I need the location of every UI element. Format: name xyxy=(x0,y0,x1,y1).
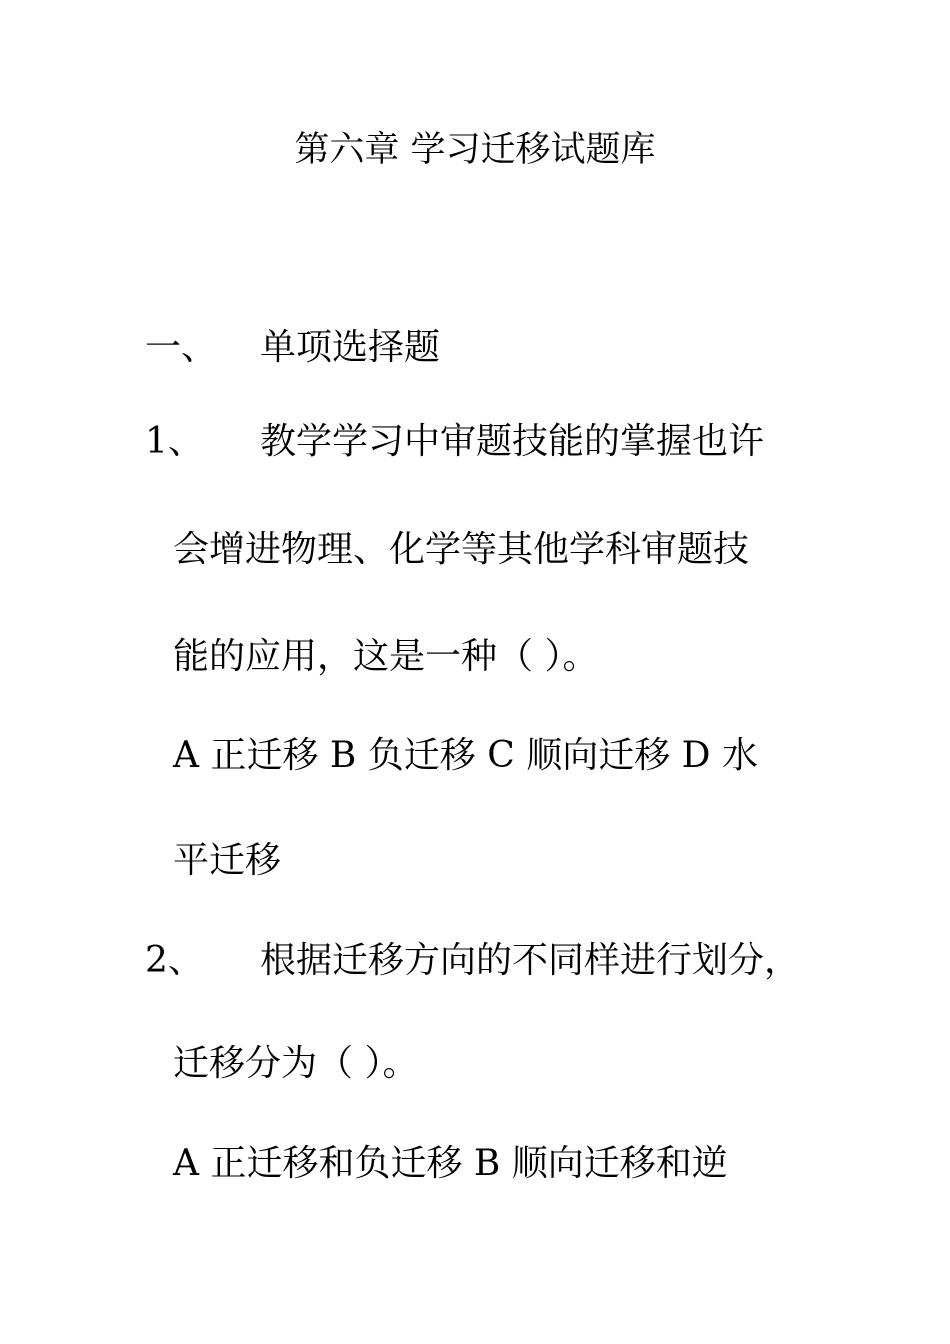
section-number: 一、 xyxy=(145,327,218,368)
question-1-options-cont: 平迁移 xyxy=(173,840,282,881)
page-title: 第六章 学习迁移试题库 xyxy=(294,130,656,170)
question-1-line-2: 会增进物理、化学等其他学科审题技 xyxy=(173,529,750,570)
question-1-line-3: 能的应用，这是一种（ ）。 xyxy=(173,636,599,677)
question-2-line-2: 迁移分为（ ）。 xyxy=(173,1043,419,1084)
question-1-line-1: 教学学习中审题技能的掌握也许 xyxy=(260,421,765,462)
question-1-number: 1、 xyxy=(145,421,204,462)
section-heading: 单项选择题 xyxy=(260,327,441,368)
question-2-options: A 正迁移和负迁移 B 顺向迁移和逆 xyxy=(173,1143,728,1184)
question-1-options: A 正迁移 B 负迁移 C 顺向迁移 D 水 xyxy=(173,735,758,776)
question-2-number: 2、 xyxy=(145,940,204,981)
question-2-line-1: 根据迁移方向的不同样进行划分， xyxy=(260,940,801,981)
